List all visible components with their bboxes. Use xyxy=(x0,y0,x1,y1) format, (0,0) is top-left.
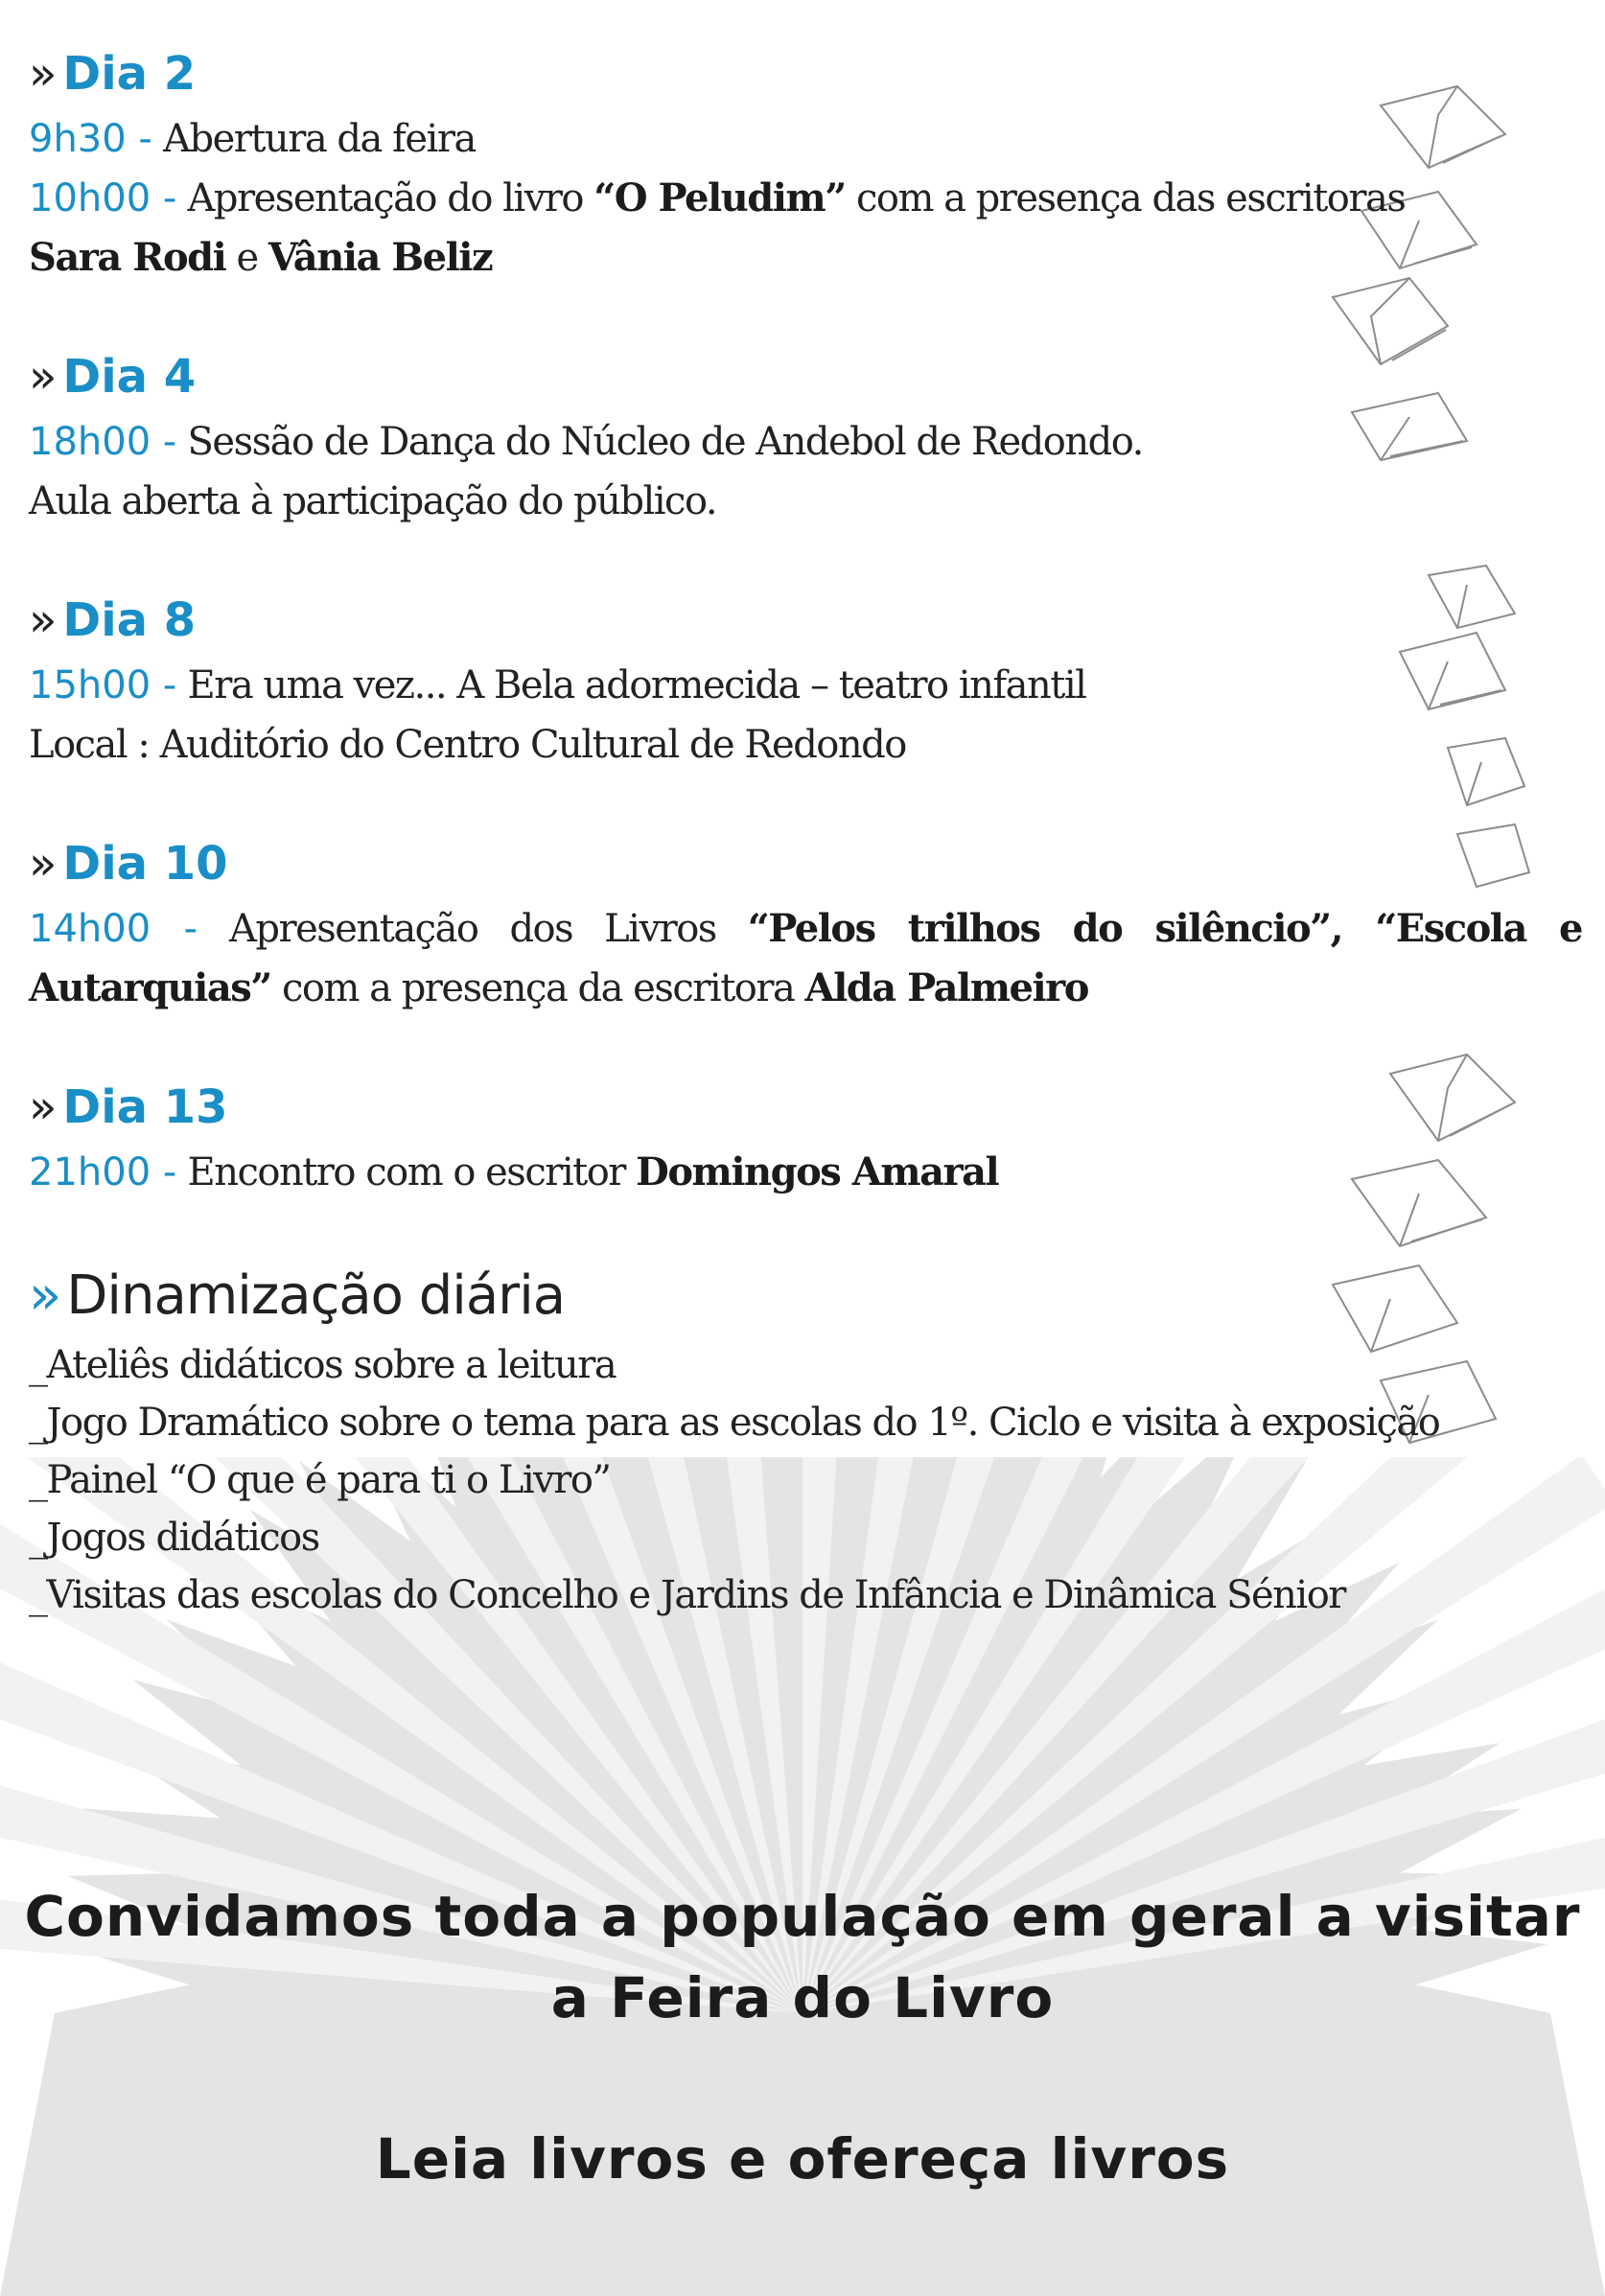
program-content xyxy=(29,38,1582,1624)
event-text: Encontro com o escritor xyxy=(176,1150,637,1194)
event-highlight: Sara Rodi xyxy=(29,235,226,280)
daily-activity-item: _Visitas das escolas do Concelho e Jardins de Infância e Dinâmica Sénior xyxy=(29,1573,1345,1617)
event-text: Abertura da feira xyxy=(151,117,476,161)
event-line xyxy=(29,656,1582,715)
chevron-right-icon: » xyxy=(29,1080,58,1134)
daily-activities-heading xyxy=(29,1256,1582,1336)
day-heading xyxy=(29,38,1582,109)
chevron-right-icon: » xyxy=(29,47,58,101)
event-text: Local : Auditório do Centro Cultural de Redondo xyxy=(29,723,906,767)
event-line xyxy=(29,228,1582,288)
daily-activity-item: _Jogos didáticos xyxy=(29,1516,319,1560)
daily-activity-item: _Painel “O que é para ti o Livro” xyxy=(29,1458,611,1502)
day-title: Dia 10 xyxy=(62,837,228,891)
day-title: Dia 4 xyxy=(62,350,197,404)
chevron-right-icon: » xyxy=(29,837,58,891)
chevron-right-icon: » xyxy=(29,1264,61,1327)
closing-motto: Leia livros e ofereça livros xyxy=(375,2126,1230,2192)
daily-activity-item: _Jogo Dramático sobre o tema para as escolas do 1º. Ciclo e visita à exposição xyxy=(29,1401,1440,1445)
day-title: Dia 13 xyxy=(62,1080,228,1134)
event-line xyxy=(29,715,1582,775)
day-section xyxy=(29,1072,1582,1202)
day-title: Dia 8 xyxy=(62,593,197,647)
event-text: com a presença das escritoras xyxy=(845,176,1406,220)
event-highlight: Alda Palmeiro xyxy=(804,965,1088,1010)
chevron-right-icon: » xyxy=(29,350,58,404)
event-text: e xyxy=(225,236,268,280)
event-highlight: “Pelos trilhos do silêncio”, “Escola e Autarquias” xyxy=(29,906,1583,1010)
day-section xyxy=(29,38,1582,288)
event-highlight: “O Peludim” xyxy=(593,175,846,220)
day-heading xyxy=(29,828,1582,899)
closing-invitation-line2: a Feira do Livro xyxy=(550,1965,1055,2030)
event-time: 9h30 - xyxy=(29,117,152,161)
day-heading xyxy=(29,341,1582,412)
event-text: com a presença da escritora xyxy=(270,966,805,1010)
day-title: Dia 2 xyxy=(62,47,197,101)
event-line xyxy=(29,899,1582,1018)
event-text: Apresentação dos Livros xyxy=(198,907,748,951)
event-text: Apresentação do livro xyxy=(176,176,594,220)
closing-invitation-line1: Convidamos toda a população em geral a visitar xyxy=(24,1884,1581,1949)
event-time: 21h00 - xyxy=(29,1150,177,1194)
day-section xyxy=(29,585,1582,775)
event-line xyxy=(29,472,1582,531)
event-line xyxy=(29,109,1582,169)
event-time: 14h00 - xyxy=(29,907,198,951)
event-time: 10h00 - xyxy=(29,176,177,220)
event-text: Sessão de Dança do Núcleo de Andebol de Redondo. xyxy=(176,420,1143,464)
event-highlight: Vânia Beliz xyxy=(268,235,493,280)
event-line xyxy=(29,169,1582,228)
event-text: Era uma vez... A Bela adormecida – teatro infantil xyxy=(176,663,1086,707)
day-section xyxy=(29,828,1582,1018)
event-highlight: Domingos Amaral xyxy=(636,1149,999,1194)
event-text: Aula aberta à participação do público. xyxy=(29,479,717,523)
event-line xyxy=(29,1143,1582,1202)
daily-activities-title: Dinamização diária xyxy=(66,1264,566,1327)
event-time: 18h00 - xyxy=(29,420,177,464)
day-section xyxy=(29,341,1582,531)
day-heading xyxy=(29,1072,1582,1143)
daily-activity-item: _Ateliês didáticos sobre a leitura xyxy=(29,1343,616,1387)
day-heading xyxy=(29,585,1582,656)
chevron-right-icon: » xyxy=(29,593,58,647)
event-time: 15h00 - xyxy=(29,663,177,707)
event-line xyxy=(29,412,1582,472)
